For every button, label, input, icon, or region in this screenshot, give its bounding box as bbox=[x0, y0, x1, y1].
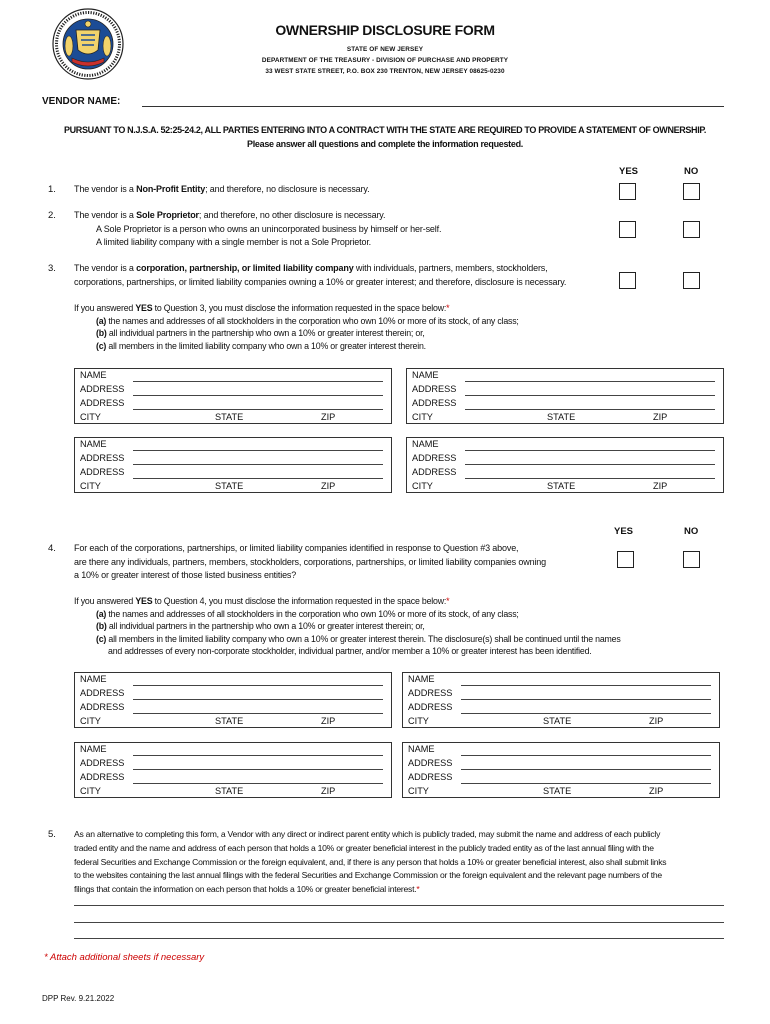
form-title: OWNERSHIP DISCLOSURE FORM bbox=[275, 22, 495, 38]
q3-number: 3. bbox=[48, 263, 56, 274]
q4-number: 4. bbox=[48, 543, 56, 554]
q2-yes-checkbox[interactable] bbox=[619, 221, 636, 238]
yes-header-2: YES bbox=[614, 526, 634, 537]
q4-yes-checkbox[interactable] bbox=[617, 551, 634, 568]
q2-no-checkbox[interactable] bbox=[683, 221, 700, 238]
instructions: Please answer all questions and complete the information requested. bbox=[247, 139, 523, 149]
q5-answer-line-2[interactable] bbox=[74, 922, 724, 923]
q3-entry-box-4[interactable]: NAME ADDRESS ADDRESS CITY STATE ZIP bbox=[406, 437, 724, 493]
pursuant-statement: PURSUANT TO N.J.S.A. 52:25-24.2, ALL PARTIES ENTERING INTO A CONTRACT WITH THE STATE ARE REQUIRED TO PROVIDE A STATEMENT OF OWNERSHIP. bbox=[64, 125, 706, 135]
q4-entry-box-1[interactable]: NAME ADDRESS ADDRESS CITY STATE ZIP bbox=[74, 672, 392, 728]
q3-entry-box-1[interactable]: NAME ADDRESS ADDRESS CITY STATE ZIP bbox=[74, 368, 392, 424]
revision-label: DPP Rev. 9.21.2022 bbox=[42, 994, 115, 1003]
q3-no-checkbox[interactable] bbox=[683, 272, 700, 289]
q4-instructions: If you answered YES to Question 4, you must disclose the information requested in the space below:* (a) the names and addresses of all stockholders in the corporation who own 10% or more of its stock, of any class; (b) all individual partners in the partnership who own a 10% or greater interest therein; or, (c) all members in the limited liability company who own a 10% or greater interest therein. The disclosure(s) shall be continued until the names and addresses of every non-corporate stockholder, individual partner, and/or member a 10% or greater interest has been identified. bbox=[74, 596, 621, 657]
q4-entry-box-2[interactable]: NAME ADDRESS ADDRESS CITY STATE ZIP bbox=[402, 672, 720, 728]
attach-note: * Attach additional sheets if necessary bbox=[44, 952, 205, 963]
header-state: STATE OF NEW JERSEY bbox=[346, 46, 424, 53]
vendor-name-field[interactable] bbox=[142, 106, 724, 107]
q5-text: As an alternative to completing this form, a Vendor with any direct or indirect parent entity which is publicly traded, may submit the name and address of each publicly traded entity and the name and address of each person that holds a 10% or greater beneficial interest in the publicly traded entity as of the last annual filing with the federal Securities and Exchange Commission or the foreign equivalent, and, if there is any person that holds a 10% or greater beneficial interest, also shall submit links to the websites containing the last annual filings with the federal Securities and Exchange Commission or the foreign equivalent and the relevant page numbers of the filings that contain the information on each person that holds a 10% or greater beneficial interest.* bbox=[74, 829, 667, 895]
q1-no-checkbox[interactable] bbox=[683, 183, 700, 200]
q1-yes-checkbox[interactable] bbox=[619, 183, 636, 200]
q4-text: For each of the corporations, partnerships, or limited liability companies identified in response to Question #3 above, are there any individuals, partners, members, stockholders, corporations, partnerships, or limited liability companies owning a 10% or greater interest of those listed business entities? bbox=[74, 543, 546, 580]
no-header-2: NO bbox=[684, 526, 699, 537]
q4-no-checkbox[interactable] bbox=[683, 551, 700, 568]
q3-entry-box-2[interactable]: NAME ADDRESS ADDRESS CITY STATE ZIP bbox=[406, 368, 724, 424]
q3-yes-checkbox[interactable] bbox=[619, 272, 636, 289]
q5-answer-line-3[interactable] bbox=[74, 938, 724, 939]
q3-instructions: If you answered YES to Question 3, you must disclose the information requested in the space below:* (a) the names and addresses of all stockholders in the corporation who own 10% or more of its stock, of any class; (b) all individual partners in the partnership who own a 10% or greater interest therein; or, (c) all members in the limited liability company who own a 10% or greater interest therein. bbox=[74, 303, 519, 351]
yes-header: YES bbox=[619, 166, 639, 177]
q3-entry-box-3[interactable]: NAME ADDRESS ADDRESS CITY STATE ZIP bbox=[74, 437, 392, 493]
q3-text: The vendor is a corporation, partnership, or limited liability company with individuals, partners, members, stockholders, corporations, partnerships, or limited liability companies owning a 10% or greater interest; and therefore, disclosure is necessary. bbox=[74, 263, 567, 287]
q2-text: The vendor is a Sole Proprietor; and therefore, no other disclosure is necessary. A Sole Proprietor is a person who owns an unincorporated business by himself or her-self. A limited liability company with a single member is not a Sole Proprietor. bbox=[74, 210, 442, 247]
no-header: NO bbox=[684, 166, 699, 177]
vendor-name-label: VENDOR NAME: bbox=[42, 96, 121, 107]
q4-entry-box-3[interactable]: NAME ADDRESS ADDRESS CITY STATE ZIP bbox=[74, 742, 392, 798]
q2-number: 2. bbox=[48, 210, 56, 221]
q5-answer-line-1[interactable] bbox=[74, 905, 724, 906]
header-address: 33 WEST STATE STREET, P.O. BOX 230 TRENTON, NEW JERSEY 08625-0230 bbox=[265, 68, 505, 75]
q1-number: 1. bbox=[48, 184, 56, 195]
header-department: DEPARTMENT OF THE TREASURY - DIVISION OF PURCHASE AND PROPERTY bbox=[261, 57, 509, 64]
q1-text: The vendor is a Non-Profit Entity; and therefore, no disclosure is necessary. bbox=[74, 184, 370, 194]
q4-entry-box-4[interactable]: NAME ADDRESS ADDRESS CITY STATE ZIP bbox=[402, 742, 720, 798]
q5-number: 5. bbox=[48, 829, 56, 840]
